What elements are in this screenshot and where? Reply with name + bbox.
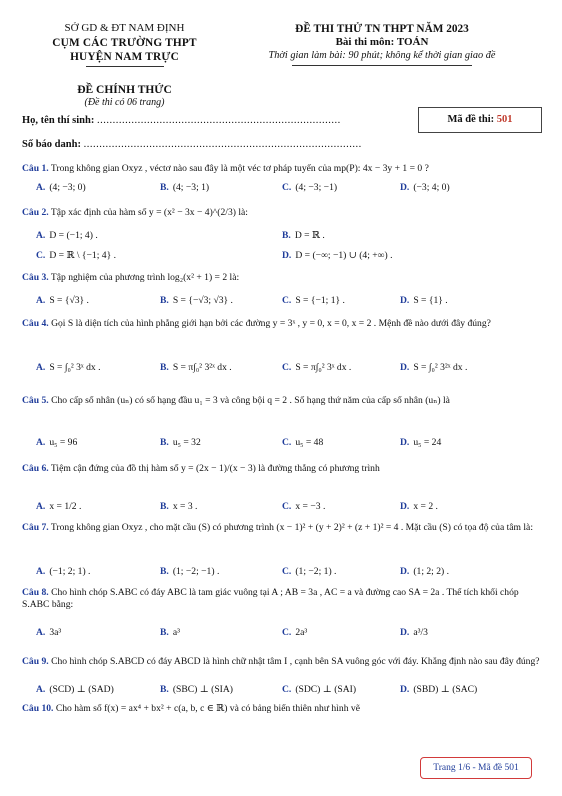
question-text: Cho hình chóp S.ABCD có đáy ABCD là hình chữ nhật tâm I , cạnh bên SA vuông góc với đáy. Khẳng định nào sau đây đúng? [51,656,540,667]
option-d: D. S = {1} . [400,295,448,306]
option-d: D. (−3; 4; 0) [400,182,450,193]
option-a: A. u₅ = 96 [36,437,78,448]
question-2-options-row2 [36,250,546,264]
school-header [22,22,227,110]
question-text: Tiệm cận đứng của đồ thị hàm số y = (2x − 1)/(x − 3) là đường thẳng có phương trình [50,463,380,474]
candidate-name-label: Họ, tên thí sinh: [22,115,95,126]
exam-code-box [418,107,542,133]
question-6-options [36,501,546,515]
header-divider [86,66,164,67]
question-8-options [36,627,546,641]
question-number: Câu 9. [22,656,49,667]
exam-header [232,22,532,66]
question-7-options [36,566,546,580]
question-number: Câu 6. [22,463,49,474]
header-divider [292,65,472,66]
option-b: B. S = π∫₀² 3²ˣ dx . [160,362,232,373]
option-c: C. x = −3 . [282,501,326,512]
question-text: Cho cấp số nhân (uₙ) có số hạng đầu u₁ = 3 và công bội q = 2 . Số hạng thứ năm của cấp số nhân (uₙ) là [51,395,450,406]
question-3-options [36,295,546,309]
question-number: Câu 2. [22,207,49,218]
candidate-name-line [22,114,341,127]
option-d: D. a³/3 [400,627,428,638]
option-b: B. (SBC) ⊥ (SIA) [160,684,234,695]
option-b: B. D = ℝ . [282,230,325,241]
question-text: Trong không gian Oxyz , cho mặt cầu (S) có phương trình (x − 1)² + (y + 2)² + (z + 1)² = 4 . Mặt cầu (S) có tọa độ của tâm là: [50,522,533,533]
cluster-name: CỤM CÁC TRƯỜNG THPT [52,36,197,49]
subject-label: Bài thi môn: TOÁN [335,36,429,49]
exam-title: ĐỀ THI THỬ TN THPT NĂM 2023 [295,23,469,35]
option-c: C. S = π∫₀² 3ˣ dx . [282,362,352,373]
option-a: A. S = ∫₀² 3ˣ dx . [36,362,101,373]
option-d: D. (SBD) ⊥ (SAC) [400,684,478,695]
exam-code-value: 501 [496,114,513,125]
official-label: ĐỀ CHÍNH THỨC [77,83,172,96]
option-d: D. x = 2 . [400,501,438,512]
candidate-id-dots: ......................................................................................... [83,139,362,150]
question-text: Trong không gian Oxyz , véctơ nào sau đây là một véc tơ pháp tuyến của mp(P): 4x − 3y + 1 = 0 ? [50,163,429,174]
question-text: Tập nghiệm của phương trình log₂(x² + 1) = 2 là: [50,272,240,283]
question-6 [22,463,542,475]
district-name: HUYỆN NAM TRỰC [70,50,179,63]
option-d: D. S = ∫₀² 3²ˣ dx . [400,362,468,373]
candidate-id-label: Số báo danh: [22,139,81,150]
option-a: A. D = (−1; 4) . [36,230,98,241]
pages-note: (Đề thi có 06 trang) [84,97,165,109]
question-1-options [36,182,546,196]
option-d: D. D = (−∞; −1) ∪ (4; +∞) . [282,250,393,261]
question-5-options [36,437,546,451]
option-b: B. a³ [160,627,180,638]
question-number: Câu 4. [22,318,49,329]
question-number: Câu 5. [22,395,49,406]
question-9-options [36,684,546,698]
question-9 [22,656,542,668]
question-number: Câu 8. [22,587,49,598]
option-a: A. x = 1/2 . [36,501,82,512]
option-c: C. (4; −3; −1) [282,182,338,193]
question-10 [22,703,542,715]
option-c: C. D = ℝ \ {−1; 4} . [36,250,116,261]
question-number: Câu 1. [22,163,49,174]
question-4-options [36,362,546,376]
question-4 [22,318,542,330]
candidate-id-line [22,138,362,151]
option-d: D. u₅ = 24 [400,437,442,448]
question-2 [22,207,542,219]
option-a: A. (4; −3; 0) [36,182,86,193]
option-c: C. (SDC) ⊥ (SAI) [282,684,357,695]
option-c: C. 2a³ [282,627,308,638]
question-3 [22,272,542,284]
option-c: C. u₅ = 48 [282,437,324,448]
time-note: Thời gian làm bài: 90 phút; không kể thời gian giao đề [268,49,496,61]
option-b: B. S = {−√3; √3} . [160,295,233,306]
question-7 [22,522,542,534]
question-number: Câu 3. [22,272,49,283]
option-b: B. (1; −2; −1) . [160,566,220,577]
option-a: A. (SCD) ⊥ (SAD) [36,684,114,695]
question-number: Câu 7. [22,522,49,533]
department-name: SỞ GD & ĐT NAM ĐỊNH [64,22,185,34]
option-b: B. x = 3 . [160,501,198,512]
option-b: B. (4; −3; 1) [160,182,210,193]
exam-code-label: Mã đề thi: [447,114,495,125]
option-a: A. 3a³ [36,627,62,638]
question-8 [22,587,542,611]
question-2-options-row1 [36,230,546,244]
option-a: A. (−1; 2; 1) . [36,566,91,577]
option-c: C. (1; −2; 1) . [282,566,337,577]
option-b: B. u₅ = 32 [160,437,201,448]
question-text: Tập xác định của hàm số y = (x² − 3x − 4)^(2/3) là: [50,207,248,218]
candidate-name-dots: .............................................................................. [96,115,341,126]
option-c: C. S = {−1; 1} . [282,295,345,306]
option-a: A. S = {√3} . [36,295,89,306]
question-text: Cho hình chóp S.ABC có đáy ABC là tam giác vuông tại A ; AB = 3a , AC = a và đường cao SA = 2a . Thể tích khối chóp S.ABC bằng: [22,587,519,610]
page-footer: Trang 1/6 - Mã đề 501 [420,757,532,779]
option-d: D. (1; 2; 2) . [400,566,450,577]
question-1 [22,163,542,175]
question-5 [22,395,542,407]
question-text: Gọi S là diện tích của hình phẳng giới hạn bởi các đường y = 3ˣ , y = 0, x = 0, x = 2 . Mệnh đề nào dưới đây đúng? [51,318,491,329]
question-number: Câu 10. [22,703,54,714]
question-text: Cho hàm số f(x) = ax⁴ + bx² + c(a, b, c ∈ ℝ) và có bảng biến thiên như hình vẽ [55,703,360,714]
